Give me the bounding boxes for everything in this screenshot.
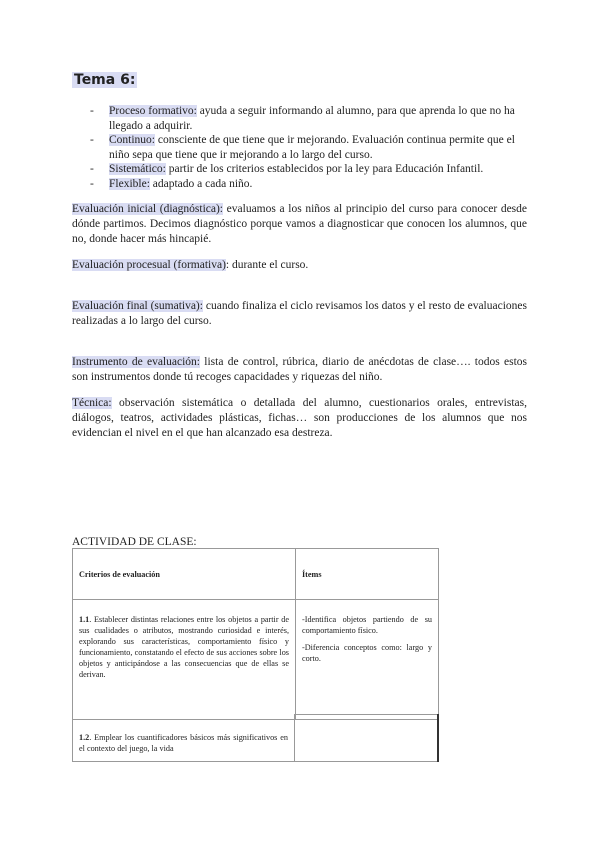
criterion-number: 1.2 bbox=[79, 733, 90, 742]
criteria-table bbox=[72, 548, 439, 720]
criterion-number: 1.1 bbox=[79, 615, 90, 624]
paragraph-term: Técnica: bbox=[72, 397, 112, 409]
bullet-list bbox=[90, 104, 530, 191]
bullet-text: adaptado a cada niño. bbox=[149, 177, 253, 190]
paragraph-instrumento bbox=[72, 355, 527, 385]
criterion-text: . Establecer distintas relaciones entre los objetos a partir de sus cualidades o atributos, mostrando curiosidad e interés, explorando sus características, comportamiento físico y funcionamiento, constatando el efecto de sus acciones sobre los objetos y anticipándose a las consecuencias que de ellas se derivan. bbox=[79, 615, 289, 679]
bullet-term: Proceso formativo: bbox=[109, 105, 197, 117]
activity-title: ACTIVIDAD DE CLASE: bbox=[72, 536, 197, 548]
list-item bbox=[90, 104, 530, 133]
bullet-term: Continuo: bbox=[109, 134, 156, 146]
list-item bbox=[90, 177, 530, 192]
paragraph-text: evaluamos a los niños al principio del curso para conocer desde dónde partimos. Decimos diagnóstico porque vamos a diagnosticar que conocen los alumnos, que no, donde hacer más hincapié. bbox=[72, 203, 527, 245]
item-text: -Diferencia conceptos como: largo y corto. bbox=[302, 643, 432, 663]
paragraph-text: observación sistemática o detallada del alumno, cuestionarios orales, entrevistas, diálogos, teatros, actividades plásticas, fichas… son producciones de los alumnos que nos evidencian el nivel en el que han alcanzado esa destreza. bbox=[72, 397, 527, 439]
criterion-cell bbox=[72, 714, 295, 762]
list-item bbox=[90, 162, 530, 177]
bullet-text: partir de los criterios establecidos por la ley para Educación Infantil. bbox=[165, 163, 484, 175]
bullet-term: Flexible: bbox=[109, 177, 150, 190]
paragraph-evaluacion-final bbox=[72, 299, 527, 329]
paragraph-term: Evaluación final (sumativa): bbox=[72, 300, 203, 312]
list-item bbox=[90, 133, 530, 162]
bullet-text: consciente de que tiene que ir mejorando. Evaluación continua permite que el niño sepa que tiene que ir mejorando a lo largo del curso. bbox=[109, 134, 515, 161]
item-text: -Identifica objetos partiendo de su comportamiento físico. bbox=[302, 615, 432, 635]
paragraph-evaluacion-procesual bbox=[72, 258, 527, 273]
page-title: Tema 6: bbox=[74, 72, 136, 88]
header-items: Ítems bbox=[296, 549, 439, 600]
paragraph-tecnica bbox=[72, 396, 527, 441]
paragraph-term: Instrumento de evaluación: bbox=[72, 356, 200, 368]
table-row bbox=[73, 549, 439, 600]
paragraph-text: : durante el curso. bbox=[225, 259, 309, 271]
table-row bbox=[73, 600, 439, 720]
paragraph-term: Evaluación inicial (diagnóstica): bbox=[72, 203, 224, 215]
paragraph-term: Evaluación procesual (formativa) bbox=[72, 259, 226, 271]
paragraph-evaluacion-inicial bbox=[72, 202, 527, 247]
header-criterios: Criterios de evaluación bbox=[73, 549, 296, 600]
bullet-text: ayuda a seguir informando al alumno, para que aprenda lo que no ha llegado a adquirir. bbox=[109, 105, 515, 132]
criterion-cell bbox=[73, 600, 296, 720]
cell-border bbox=[437, 714, 439, 762]
paragraph-text: cuando finaliza el ciclo revisamos los datos y el resto de evaluaciones realizadas a lo largo del curso. bbox=[72, 300, 527, 327]
criterion-text: . Emplear los cuantificadores básicos más significativos en el contexto del juego, la vida bbox=[79, 733, 288, 753]
items-cell bbox=[296, 600, 439, 720]
items-cell bbox=[295, 714, 439, 762]
bullet-term: Sistemático: bbox=[109, 163, 166, 175]
paragraph-text: lista de control, rúbrica, diario de anécdotas de clase…. todos estos son instrumentos donde tú recoges capacidades y riquezas del niño. bbox=[72, 356, 528, 383]
